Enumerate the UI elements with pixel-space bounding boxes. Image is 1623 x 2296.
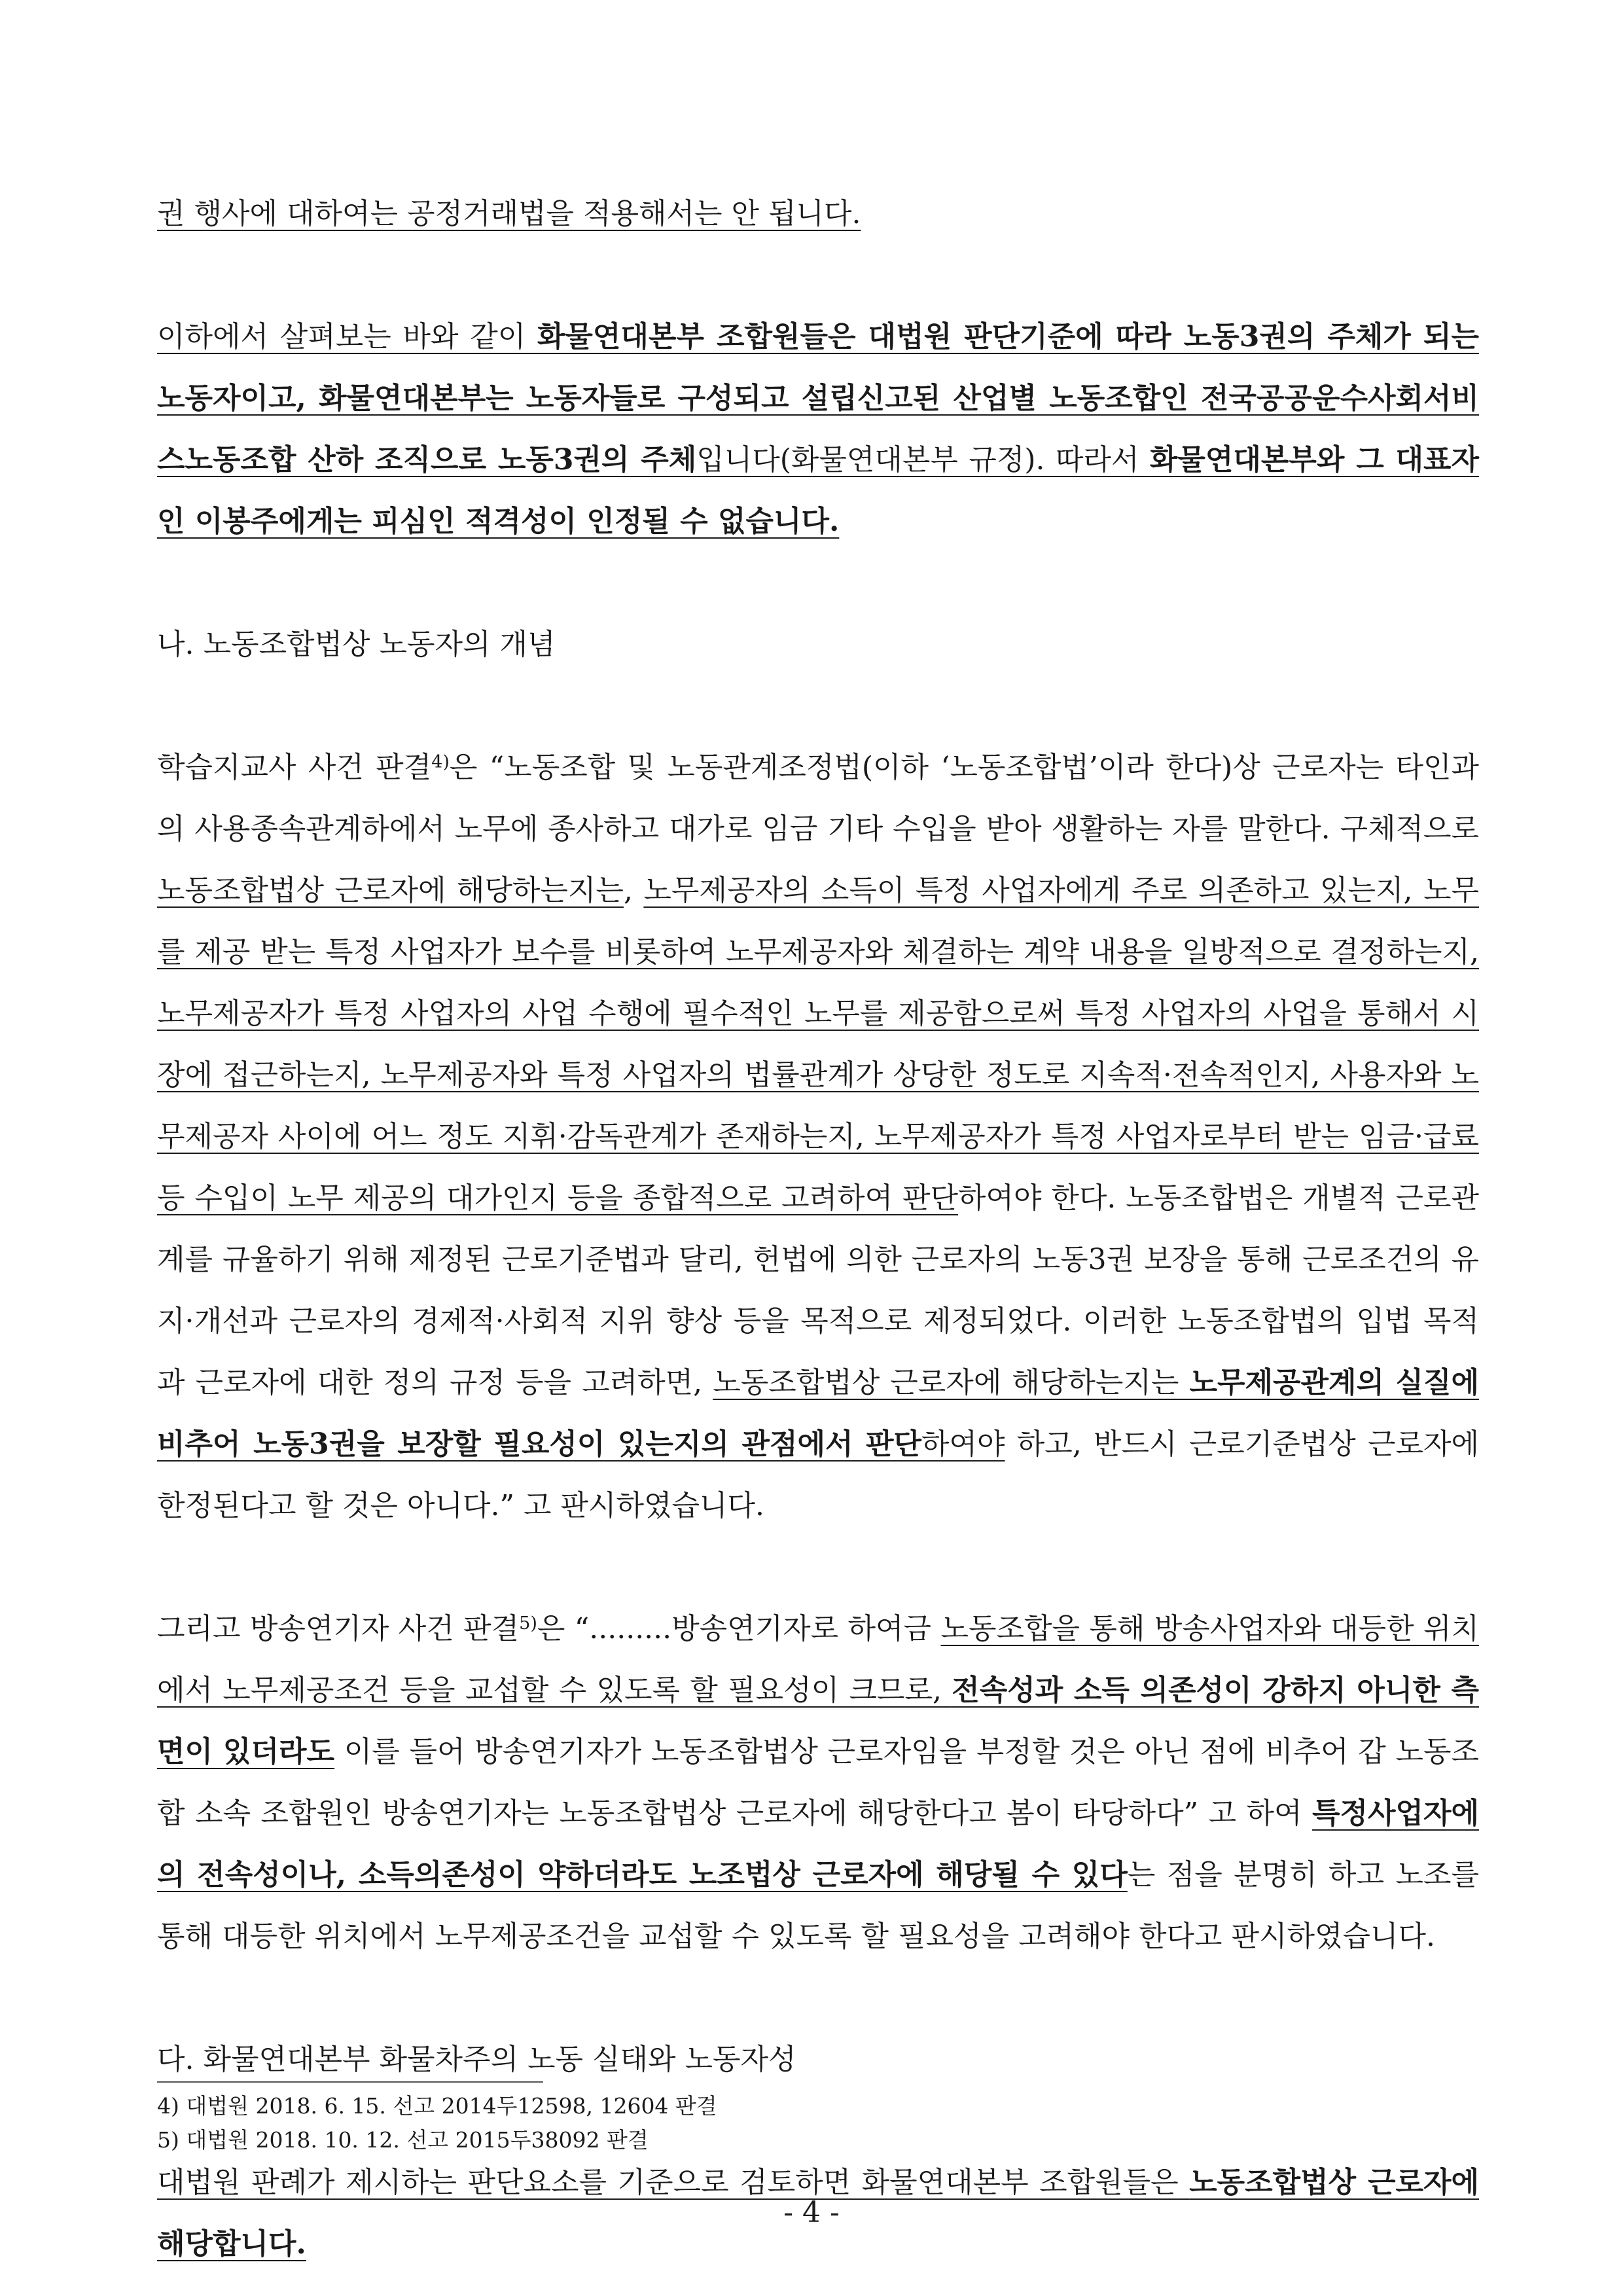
footnote-divider (157, 2081, 543, 2083)
footnote-ref-4[interactable]: 4) (431, 752, 450, 772)
paragraph-summary (157, 306, 1479, 552)
text: 은 “.........방송연기자로 하여금 (537, 1612, 941, 1645)
text: 는 점을 분명히 하고 노조를 통해 대등한 위치에서 노무제공조건을 교섭할 수 있도록 할 필요성을 고려해야 한다고 판시하였습니다. (157, 1858, 1479, 1953)
text: , (623, 874, 644, 907)
underlined-text: 하여야 (921, 1427, 1005, 1461)
footnote-ref-5[interactable]: 5) (519, 1613, 537, 1634)
section-heading-da: 다. 화물연대본부 화물차주의 노동 실태와 노동자성 (157, 2043, 796, 2076)
paragraph-tutor-case (157, 737, 1479, 1537)
footnote-5: 5) 대법원 2018. 10. 12. 선고 2015두38092 판결 (157, 2127, 649, 2153)
underlined-text: 대법원 판례가 제시하는 판단요소를 기준으로 검토하면 화물연대본부 조합원들은 (157, 2166, 1190, 2199)
document-body (157, 183, 1479, 2275)
bold-underlined-text: 노무제공관계의 실질에 비추어 노동3권을 보장할 필요성이 있는지의 관점에서 판단 (157, 1366, 1479, 1461)
text: 학습지교사 사건 판결 (157, 751, 432, 784)
text: 하여야 한다. 노동조합법은 개별적 근로관계를 규율하기 위해 제정된 근로기준법과 달리, 헌법에 의한 근로자의 노동3권 보장을 통해 근로조건의 유지·개선과 근로자의 경제적·사회적 지위 향상 등을 목적으로 제정되었다. 이러한 노동조합법의 입법 목적과 근로자에 대한 정의 규정 등을 고려하면, (157, 1181, 1479, 1399)
underlined-text: 입니다(화물연대본부 규정). 따라서 (696, 443, 1150, 476)
page-number: - 4 - (783, 2196, 840, 2229)
paragraph-continuation (157, 183, 1479, 245)
bold-underlined-text: 전속성과 소득 의존성이 강하지 아니한 측면이 있더라도 (157, 1674, 1479, 1768)
paragraph-broadcast-case (157, 1598, 1479, 1967)
text: 그리고 방송연기자 사건 판결 (157, 1612, 520, 1645)
bold-underlined-text: 노동조합법상 근로자에 해당합니다. (157, 2166, 1479, 2261)
underlined-text: 노동조합을 통해 방송사업자와 대등한 위치에서 노무제공조건 등을 교섭할 수 있도록 할 필요성이 크므로, (157, 1612, 1480, 1707)
footnote-4: 4) 대법원 2018. 6. 15. 선고 2014두12598, 12604 판결 (157, 2093, 717, 2119)
footnotes (157, 2081, 1479, 2157)
text: 이를 들어 방송연기자가 노동조합법상 근로자임을 부정할 것은 아닌 점에 비추어 갑 노동조합 소속 조합원인 방송연기자는 노동조합법상 근로자에 해당한다고 봄이 타당하다” 고 하여 (157, 1735, 1480, 1830)
text: 은 “노동조합 및 노동관계조정법(이하 ‘노동조합법’이라 한다)상 근로자는 타인과의 사용종속관계하에서 노무에 종사하고 대가로 임금 기타 수입을 받아 생활하는 자를 말한다. 구체적으로 (157, 751, 1480, 846)
underlined-text: 노동조합법상 근로자에 해당하는지는 (713, 1366, 1190, 1399)
underlined-text: 권 행사에 대하여는 공정거래법을 적용해서는 안 됩니다. (157, 197, 861, 230)
section-heading-na: 나. 노동조합법상 노동자의 개념 (157, 628, 556, 661)
bold-underlined-text: 특정사업자에의 전속성이나, 소득의존성이 약하더라도 노조법상 근로자에 해당될 수 있다 (157, 1797, 1479, 1892)
underlined-text: 노무제공자의 소득이 특정 사업자에게 주로 의존하고 있는지, 노무를 제공 받는 특정 사업자가 보수를 비롯하여 노무제공자와 체결하는 계약 내용을 일방적으로 결정하는지, 노무제공자가 특정 사업자의 사업 수행에 필수적인 노무를 제공함으로써 특정 사업자의 사업을 통해서 시장에 접근하는지, 노무제공자와 특정 사업자의 법률관계가 상당한 정도로 지속적·전속적인지, 사용자와 노무제공자 사이에 어느 정도 지휘·감독관계가 존재하는지, 노무제공자가 특정 사업자로부터 받는 임금·급료 등 수입이 노무 제공의 대가인지 등을 종합적으로 고려하여 판단 (157, 874, 1479, 1215)
underlined-text: 이하에서 살펴보는 바와 같이 (157, 320, 537, 353)
bold-underlined-text: 화물연대본부 조합원들은 대법원 판단기준에 따라 노동3권의 주체가 되는 노동자이고, 화물연대본부는 노동자들로 구성되고 설립신고된 산업별 노동조합인 전국공공운수사회서비스노동조합 산하 조직으로 노동3권의 주체 (157, 320, 1480, 476)
text: 하고, 반드시 근로기준법상 근로자에 한정된다고 할 것은 아니다.” 고 판시하였습니다. (157, 1427, 1479, 1522)
bold-underlined-text: 화물연대본부와 그 대표자인 이봉주에게는 피심인 적격성이 인정될 수 없습니다. (157, 443, 1479, 538)
underlined-text: 노동조합법상 근로자에 해당하는지는 (157, 874, 624, 907)
